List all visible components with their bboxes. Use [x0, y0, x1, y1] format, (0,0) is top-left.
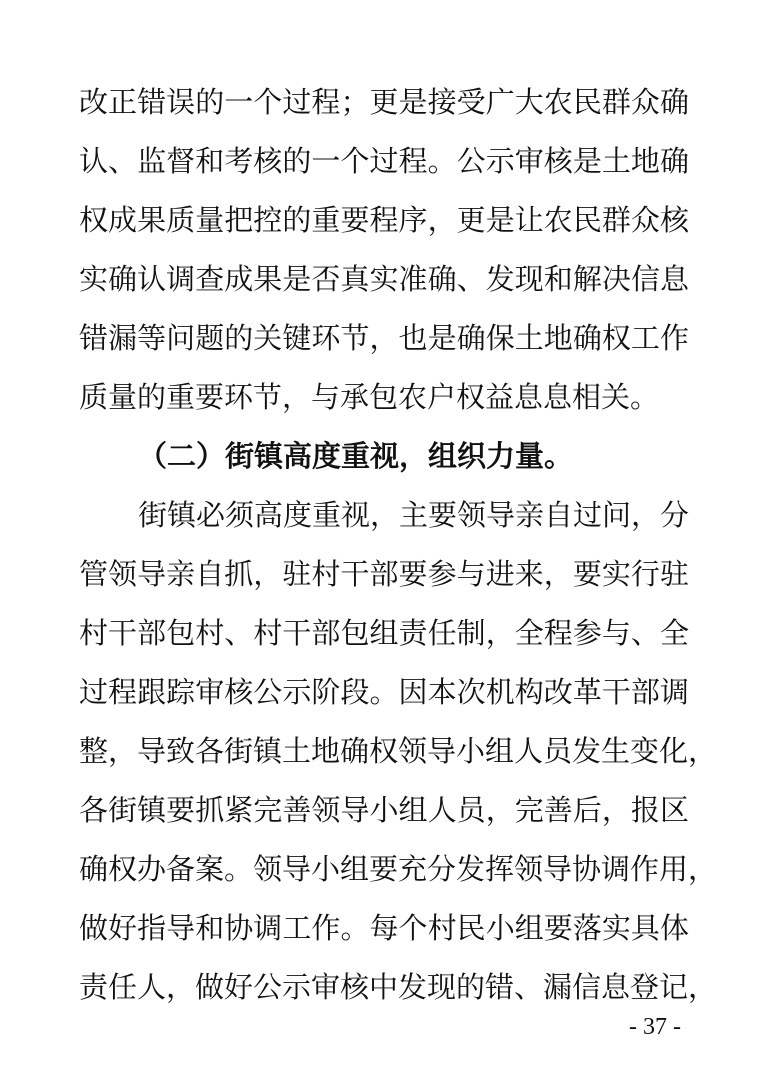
- section-heading: （二）街镇高度重视，组织力量。: [138, 439, 574, 473]
- paragraph-line: 认、监督和考核的一个过程。公示审核是土地确: [79, 144, 689, 178]
- paragraph-line: 村干部包村、村干部包组责任制，全程参与、全: [79, 616, 689, 650]
- paragraph-line: 改正错误的一个过程；更是接受广大农民群众确: [79, 85, 689, 119]
- paragraph-line: 确权办备案。领导小组要充分发挥领导协调作用，: [79, 852, 718, 886]
- paragraph-line: 整，导致各街镇土地确权领导小组人员发生变化，: [79, 734, 718, 768]
- paragraph-line: 各街镇要抓紧完善领导小组人员，完善后，报区: [79, 793, 689, 827]
- paragraph-line: 责任人，做好公示审核中发现的错、漏信息登记，: [79, 970, 718, 1004]
- paragraph-line: 街镇必须高度重视，主要领导亲自过问，分: [138, 498, 690, 532]
- paragraph-line: 错漏等问题的关键环节，也是确保土地确权工作: [79, 321, 689, 355]
- paragraph-line: 质量的重要环节，与承包农户权益息息相关。: [79, 380, 660, 414]
- page-number: - 37 -: [629, 1014, 681, 1040]
- paragraph-line: 做好指导和协调工作。每个村民小组要落实具体: [79, 911, 689, 945]
- paragraph-line: 过程跟踪审核公示阶段。因本次机构改革干部调: [79, 675, 689, 709]
- paragraph-line: 实确认调查成果是否真实准确、发现和解决信息: [79, 262, 689, 296]
- paragraph-line: 管领导亲自抓，驻村干部要参与进来，要实行驻: [79, 557, 689, 591]
- paragraph-line: 权成果质量把控的重要程序，更是让农民群众核: [79, 203, 689, 237]
